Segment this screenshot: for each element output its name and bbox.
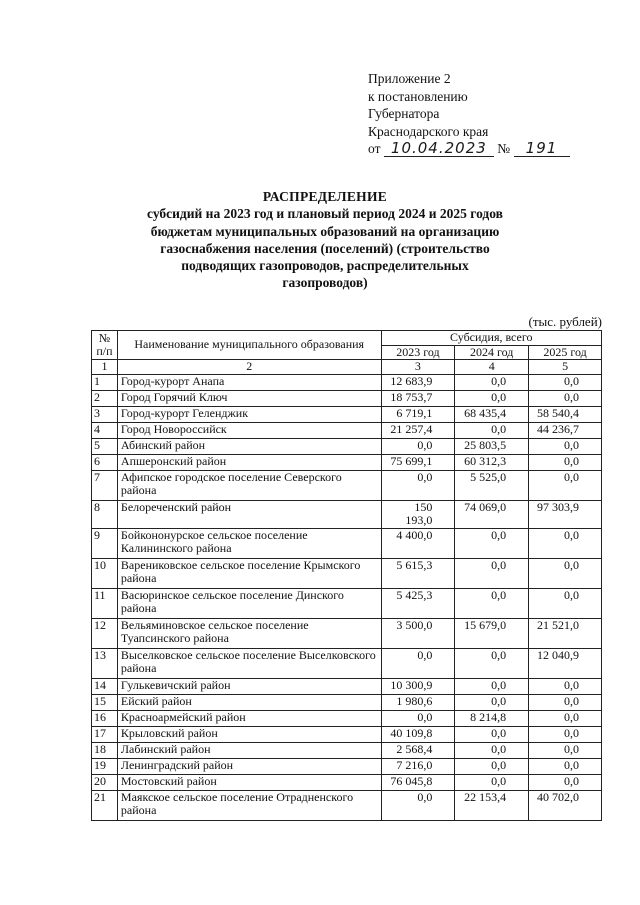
subsidy-value-2023: 2 568,4 bbox=[381, 742, 455, 758]
subsidy-value-2023: 5 425,3 bbox=[381, 588, 455, 618]
appendix-line: Приложение 2 bbox=[368, 71, 451, 86]
subsidy-value-2024: 0,0 bbox=[455, 528, 529, 558]
subsidy-value-2024: 8 214,8 bbox=[455, 710, 529, 726]
row-number: 4 bbox=[92, 422, 118, 438]
table-body bbox=[92, 374, 602, 820]
subsidy-value-2025: 0,0 bbox=[529, 742, 602, 758]
subsidy-value-2025: 0,0 bbox=[529, 678, 602, 694]
subsidy-value-2025: 0,0 bbox=[529, 374, 602, 390]
subsidy-value-2023: 4 400,0 bbox=[381, 528, 455, 558]
municipality-name: Апшеронский район bbox=[117, 454, 381, 470]
subsidy-value-2025: 0,0 bbox=[529, 726, 602, 742]
table-row bbox=[92, 758, 602, 774]
row-number: 20 bbox=[92, 774, 118, 790]
municipality-name: Ейский район bbox=[117, 694, 381, 710]
subsidy-value-2024: 0,0 bbox=[455, 774, 529, 790]
subsidy-value-2024: 25 803,5 bbox=[455, 438, 529, 454]
row-number: 14 bbox=[92, 678, 118, 694]
subsidy-value-2025: 0,0 bbox=[529, 390, 602, 406]
table-row bbox=[92, 528, 602, 558]
subsidy-value-2025: 58 540,4 bbox=[529, 406, 602, 422]
table-row bbox=[92, 694, 602, 710]
title-line: подводящих газопроводов, распределительных bbox=[181, 258, 469, 274]
subsidy-value-2025: 0,0 bbox=[529, 528, 602, 558]
municipality-name: Гулькевичский район bbox=[117, 678, 381, 694]
subsidy-value-2023: 76 045,8 bbox=[381, 774, 455, 790]
subsidy-value-2023: 6 719,1 bbox=[381, 406, 455, 422]
subsidy-value-2024: 0,0 bbox=[455, 422, 529, 438]
title-line: газоснабжения населения (поселений) (строительство bbox=[160, 240, 490, 256]
table-row bbox=[92, 742, 602, 758]
table-row bbox=[92, 710, 602, 726]
subsidy-value-2023: 18 753,7 bbox=[381, 390, 455, 406]
subsidy-value-2025: 0,0 bbox=[529, 774, 602, 790]
subsidy-value-2025: 0,0 bbox=[529, 758, 602, 774]
row-number: 5 bbox=[92, 438, 118, 454]
row-number: 19 bbox=[92, 758, 118, 774]
municipality-name: Город Горячий Ключ bbox=[117, 390, 381, 406]
appendix-line: Краснодарского края bbox=[368, 123, 489, 139]
subsidy-value-2025: 21 521,0 bbox=[529, 618, 602, 648]
subsidy-value-2023: 12 683,9 bbox=[381, 374, 455, 390]
row-number: 13 bbox=[92, 648, 118, 678]
subsidy-value-2024: 0,0 bbox=[455, 758, 529, 774]
row-number: 12 bbox=[92, 618, 118, 648]
municipality-name: Бойкононурское сельское поселение Калининского района bbox=[117, 528, 381, 558]
subsidy-value-2024: 15 679,0 bbox=[455, 618, 529, 648]
municipality-name: Крыловский район bbox=[117, 726, 381, 742]
header-year: 2023 год bbox=[381, 345, 455, 360]
table-row bbox=[92, 774, 602, 790]
subsidy-value-2025: 44 236,7 bbox=[529, 422, 602, 438]
document-title bbox=[120, 188, 530, 292]
table-row bbox=[92, 438, 602, 454]
subsidy-value-2023: 1 980,6 bbox=[381, 694, 455, 710]
subsidy-value-2025: 0,0 bbox=[529, 710, 602, 726]
header-year: 2024 год bbox=[455, 345, 529, 360]
table-row bbox=[92, 406, 602, 422]
subsidy-table bbox=[91, 330, 602, 821]
table-row bbox=[92, 470, 602, 500]
title-line: газопроводов) bbox=[282, 275, 368, 291]
subsidy-value-2023: 3 500,0 bbox=[381, 618, 455, 648]
row-number: 18 bbox=[92, 742, 118, 758]
row-number: 10 bbox=[92, 558, 118, 588]
subsidy-value-2025: 0,0 bbox=[529, 558, 602, 588]
municipality-name: Ленинградский район bbox=[117, 758, 381, 774]
subsidy-value-2024: 74 069,0 bbox=[455, 500, 529, 528]
subsidy-value-2025: 0,0 bbox=[529, 588, 602, 618]
subsidy-value-2023: 5 615,3 bbox=[381, 558, 455, 588]
subsidy-value-2023: 40 109,8 bbox=[381, 726, 455, 742]
row-number: 9 bbox=[92, 528, 118, 558]
row-number: 2 bbox=[92, 390, 118, 406]
subsidy-value-2024: 22 153,4 bbox=[455, 790, 529, 820]
appendix-line: к постановлению bbox=[368, 88, 468, 104]
order-reference bbox=[368, 140, 570, 158]
column-index: 2 bbox=[117, 360, 381, 375]
municipality-name: Город Новороссийск bbox=[117, 422, 381, 438]
subsidy-value-2025: 97 303,9 bbox=[529, 500, 602, 528]
handwritten-number: 191 bbox=[514, 141, 570, 157]
subsidy-value-2024: 0,0 bbox=[455, 694, 529, 710]
row-number: 21 bbox=[92, 790, 118, 820]
table-row bbox=[92, 390, 602, 406]
table-row bbox=[92, 422, 602, 438]
column-index: 5 bbox=[529, 360, 602, 375]
subsidy-value-2025: 40 702,0 bbox=[529, 790, 602, 820]
municipality-name: Варениковское сельское поселение Крымского района bbox=[117, 558, 381, 588]
subsidy-value-2024: 0,0 bbox=[455, 374, 529, 390]
subsidy-value-2023: 0,0 bbox=[381, 438, 455, 454]
row-number: 11 bbox=[92, 588, 118, 618]
table-row bbox=[92, 618, 602, 648]
subsidy-value-2023: 150 193,0 bbox=[381, 500, 455, 528]
municipality-name: Вельяминовское сельское поселение Туапсинского района bbox=[117, 618, 381, 648]
header-subsidy: Субсидия, всего bbox=[381, 331, 602, 346]
subsidy-value-2024: 0,0 bbox=[455, 390, 529, 406]
table-row bbox=[92, 648, 602, 678]
row-number: 8 bbox=[92, 500, 118, 528]
subsidy-value-2024: 0,0 bbox=[455, 558, 529, 588]
title-line: субсидий на 2023 год и плановый период 2024 и 2025 годов bbox=[147, 206, 503, 222]
table-row bbox=[92, 678, 602, 694]
subsidy-value-2024: 0,0 bbox=[455, 588, 529, 618]
subsidy-value-2025: 0,0 bbox=[529, 694, 602, 710]
table-row bbox=[92, 588, 602, 618]
subsidy-value-2025: 0,0 bbox=[529, 470, 602, 500]
subsidy-value-2023: 0,0 bbox=[381, 648, 455, 678]
municipality-name: Маякское сельское поселение Отрадненского района bbox=[117, 790, 381, 820]
header-year: 2025 год bbox=[529, 345, 602, 360]
municipality-name: Белореченский район bbox=[117, 500, 381, 528]
ot-label: от bbox=[368, 141, 381, 156]
table-row bbox=[92, 454, 602, 470]
row-number: 1 bbox=[92, 374, 118, 390]
subsidy-value-2024: 60 312,3 bbox=[455, 454, 529, 470]
row-number: 16 bbox=[92, 710, 118, 726]
subsidy-value-2024: 0,0 bbox=[455, 678, 529, 694]
municipality-name: Город-курорт Геленджик bbox=[117, 406, 381, 422]
municipality-name: Афипское городское поселение Северского района bbox=[117, 470, 381, 500]
municipality-name: Абинский район bbox=[117, 438, 381, 454]
subsidy-value-2023: 75 699,1 bbox=[381, 454, 455, 470]
table-row bbox=[92, 790, 602, 820]
row-number: 7 bbox=[92, 470, 118, 500]
subsidy-value-2024: 0,0 bbox=[455, 648, 529, 678]
subsidy-value-2025: 0,0 bbox=[529, 438, 602, 454]
subsidy-value-2023: 0,0 bbox=[381, 710, 455, 726]
table-row bbox=[92, 726, 602, 742]
title-main: РАСПРЕДЕЛЕНИЕ bbox=[262, 189, 388, 204]
row-number: 3 bbox=[92, 406, 118, 422]
appendix-line: Губернатора bbox=[368, 106, 440, 121]
subsidy-value-2024: 0,0 bbox=[455, 742, 529, 758]
subsidy-value-2025: 0,0 bbox=[529, 454, 602, 470]
handwritten-date: 10.04.2023 bbox=[384, 141, 494, 157]
subsidy-value-2023: 0,0 bbox=[381, 790, 455, 820]
subsidy-value-2024: 0,0 bbox=[455, 726, 529, 742]
row-number: 15 bbox=[92, 694, 118, 710]
subsidy-value-2023: 10 300,9 bbox=[381, 678, 455, 694]
unit-label: (тыс. рублей) bbox=[528, 314, 602, 329]
table-row bbox=[92, 500, 602, 528]
municipality-name: Красноармейский район bbox=[117, 710, 381, 726]
municipality-name: Лабинский район bbox=[117, 742, 381, 758]
municipality-name: Выселковское сельское поселение Выселковского района bbox=[117, 648, 381, 678]
title-line: бюджетам муниципальных образований на организацию bbox=[150, 223, 500, 239]
appendix-block bbox=[368, 70, 570, 158]
subsidy-value-2023: 21 257,4 bbox=[381, 422, 455, 438]
subsidy-value-2023: 0,0 bbox=[381, 470, 455, 500]
column-index: 1 bbox=[92, 360, 118, 375]
row-number: 6 bbox=[92, 454, 118, 470]
column-index: 3 bbox=[381, 360, 455, 375]
number-label: № bbox=[497, 141, 511, 156]
header-name: Наименование муниципального образования bbox=[117, 331, 381, 360]
header-num: № п/п bbox=[92, 331, 118, 360]
municipality-name: Мостовский район bbox=[117, 774, 381, 790]
subsidy-value-2025: 12 040,9 bbox=[529, 648, 602, 678]
subsidy-value-2024: 68 435,4 bbox=[455, 406, 529, 422]
table-row bbox=[92, 558, 602, 588]
subsidy-value-2023: 7 216,0 bbox=[381, 758, 455, 774]
municipality-name: Город-курорт Анапа bbox=[117, 374, 381, 390]
column-index: 4 bbox=[455, 360, 529, 375]
subsidy-value-2024: 5 525,0 bbox=[455, 470, 529, 500]
table-row bbox=[92, 374, 602, 390]
municipality-name: Васюринское сельское поселение Динского района bbox=[117, 588, 381, 618]
row-number: 17 bbox=[92, 726, 118, 742]
